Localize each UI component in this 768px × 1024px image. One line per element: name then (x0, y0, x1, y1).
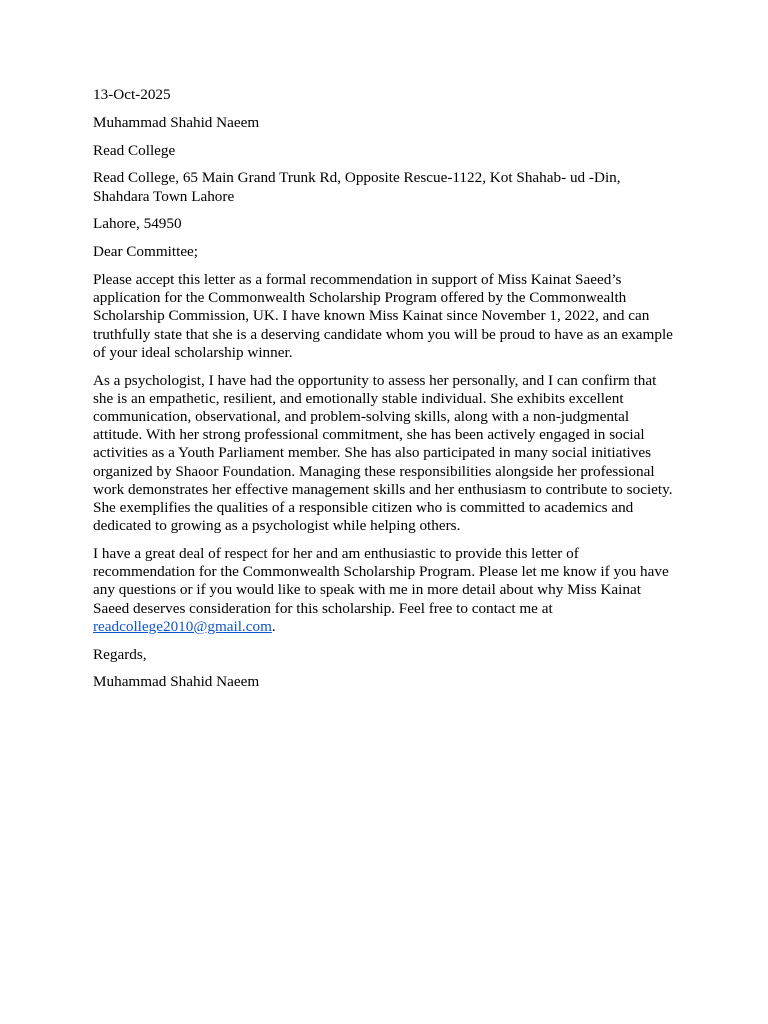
letter-page (93, 86, 673, 701)
closing: Regards, (93, 645, 147, 663)
body-paragraph-3-text: I have a great deal of respect for her and am enthusiastic to provide this letter of recommendation for the Commonwealth Scholarship Program. Please let me know if you have any questions or if you would like to speak with me in more detail about why Miss Kainat Saeed deserves consideration for this scholarship. Feel free to contact me at (93, 545, 669, 617)
sender-address: Read College, 65 Main Grand Trunk Rd, Opposite Rescue-1122, Kot Shahab- ud -Din, Shahdara Town Lahore (93, 169, 621, 205)
sender-organization: Read College (93, 141, 176, 159)
body-paragraph-1: Please accept this letter as a formal recommendation in support of Miss Kainat Saeed’s application for the Commonwealth Scholarship Program offered by the Commonwealth Scholarship Commission, UK. I have known Miss Kainat since November 1, 2022, and can truthfully state that she is a deserving candidate whom you will be proud to have as an example of your ideal scholarship winner. (93, 270, 673, 361)
signature-name: Muhammad Shahid Naeem (93, 673, 260, 691)
body-paragraph-3-end: . (271, 617, 276, 635)
contact-email-link[interactable]: readcollege2010@gmail.com (93, 617, 272, 635)
sender-name: Muhammad Shahid Naeem (93, 113, 260, 131)
salutation: Dear Committee; (93, 243, 199, 261)
letter-date: 13-Oct-2025 (93, 86, 171, 103)
sender-city-postal: Lahore, 54950 (93, 215, 182, 233)
body-paragraph-2: As a psychologist, I have had the opportunity to assess her personally, and I can confirm that she is an empathetic, resilient, and emotionally stable individual. She exhibits excellent communication, observational, and problem-solving skills, along with a non-judgmental attitude. With her strong professional commitment, she has been actively engaged in social activities as a Youth Parliament member. She has also participated in many social initiatives organized by Shaoor Foundation. Managing these responsibilities alongside her professional work demonstrates her effective management skills and her enthusiasm to contribute to society. She exemplifies the qualities of a responsible citizen who is committed to academics and dedicated to growing as a psychologist while helping others. (93, 371, 673, 535)
body-paragraph-3 (93, 545, 673, 636)
